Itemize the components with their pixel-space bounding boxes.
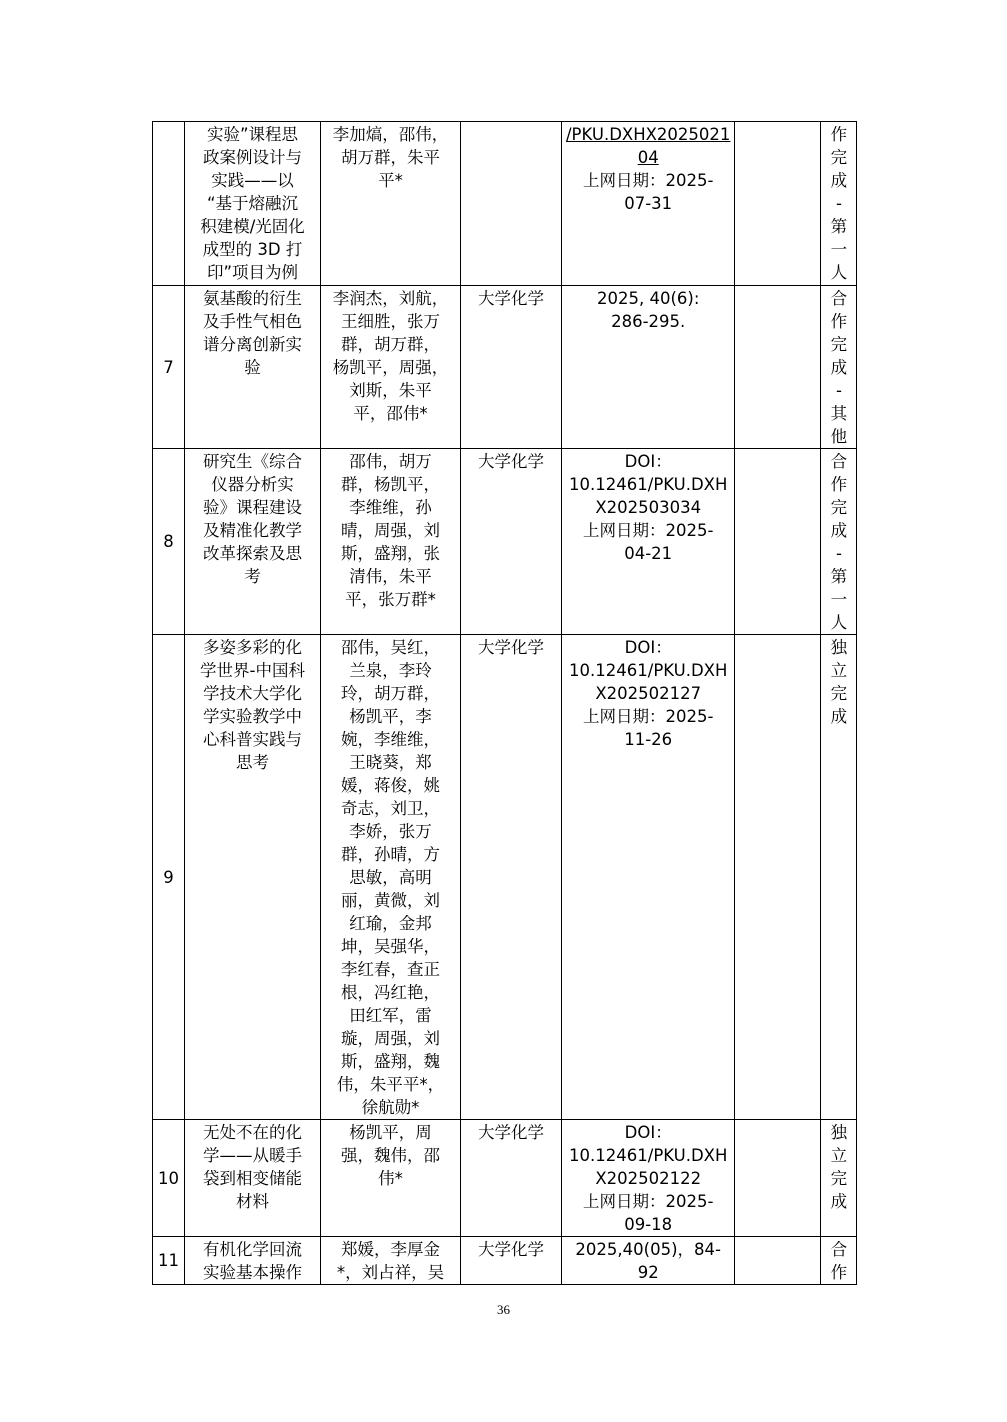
authors-line: 李加熇，邵伟， (332, 125, 449, 144)
empty-cell (735, 122, 821, 286)
title-line: 验 (244, 358, 261, 377)
authors-line: 群，杨凯平， (341, 475, 440, 494)
form-line: 立 (830, 1146, 848, 1165)
authors-line: 斯，盛翔，魏 (341, 1052, 440, 1071)
form-line: - (835, 194, 842, 213)
form-line: 作 (830, 475, 848, 494)
row-number (153, 122, 185, 286)
authors-line: 奇志，刘卫， (341, 799, 440, 818)
title-line: 验》课程建设 (203, 498, 302, 517)
authors-line: 李娇，张万 (349, 822, 432, 841)
info-line: X202503034 (595, 498, 702, 517)
form-line: 作 (830, 1263, 848, 1282)
title-line: 实验”课程思 (206, 125, 299, 144)
title-line: 成型的 3D 打 (202, 240, 303, 259)
authors-line: 璇，周强，刘 (341, 1029, 440, 1048)
authors-line: 红瑜，金邦 (349, 914, 432, 933)
journal-cell: 大学化学 (461, 1120, 562, 1237)
paper-title-cell (185, 449, 321, 635)
authors-line: 坤，吴强华， (341, 937, 440, 956)
title-line: 心科普实践与 (203, 730, 302, 749)
title-line: 思考 (236, 753, 269, 772)
info-line: DOI： (624, 638, 672, 657)
title-line: 研究生《综合 (203, 452, 302, 471)
form-line: - (835, 544, 842, 563)
title-line: 印”项目为例 (206, 263, 299, 282)
authors-line: 婉，李维维， (341, 730, 440, 749)
paper-title-cell (185, 1120, 321, 1237)
authors-line: 平* (378, 171, 403, 190)
form-line: 完 (830, 684, 848, 703)
row-number: 8 (153, 449, 185, 635)
publications-table (152, 121, 857, 1285)
authors-line: 玲，胡万群， (341, 684, 440, 703)
completion-form-cell (821, 286, 857, 449)
authors-line: 平，张万群* (345, 590, 436, 609)
authors-line: 李润杰，刘航， (332, 289, 449, 308)
authors-line: 杨凯平，周强， (332, 358, 449, 377)
table-row (153, 1237, 857, 1285)
paper-title-cell (185, 635, 321, 1120)
info-line: 10.12461/PKU.DXH (569, 1146, 728, 1165)
authors-line: 徐航勋* (361, 1098, 420, 1117)
empty-cell (735, 286, 821, 449)
authors-line: 郑媛，李厚金 (341, 1240, 440, 1259)
info-line: 11-26 (624, 730, 673, 749)
table-row (153, 286, 857, 449)
info-line: 上网日期：2025- (582, 171, 714, 190)
title-line: 氨基酸的衍生 (203, 289, 302, 308)
form-line: 人 (830, 613, 848, 632)
completion-form-cell (821, 1120, 857, 1237)
form-line: 其 (830, 404, 848, 423)
authors-line: 杨凯平，李 (349, 707, 432, 726)
info-line: 04 (637, 148, 659, 167)
authors-line: 邵伟，吴红， (341, 638, 440, 657)
authors-line: 王晓葵，郑 (349, 753, 432, 772)
info-line: 04-21 (624, 544, 673, 563)
completion-form-cell (821, 122, 857, 286)
authors-line: 伟* (378, 1169, 403, 1188)
authors-line: 丽，黄微，刘 (341, 891, 440, 910)
completion-form-cell (821, 635, 857, 1120)
form-line: 成 (830, 707, 848, 726)
authors-line: 李红春，查正 (341, 960, 440, 979)
row-number: 11 (153, 1237, 185, 1285)
authors-line: 胡万群，朱平 (341, 148, 440, 167)
form-line: 立 (830, 661, 848, 680)
publication-info-cell (562, 1237, 735, 1285)
info-line: /PKU.DXHX2025021 (566, 125, 731, 144)
title-line: 实践——以 (211, 171, 294, 190)
empty-cell (735, 1120, 821, 1237)
journal-cell: 大学化学 (461, 1237, 562, 1285)
journal-cell: 大学化学 (461, 286, 562, 449)
authors-line: 斯，盛翔，张 (341, 544, 440, 563)
title-line: 学世界-中国科 (200, 661, 305, 680)
publication-info-cell (562, 635, 735, 1120)
info-line: 10.12461/PKU.DXH (569, 661, 728, 680)
title-line: 改革探索及思 (203, 544, 302, 563)
form-line: 完 (830, 335, 848, 354)
info-line: 09-18 (624, 1215, 673, 1234)
authors-cell (321, 1120, 461, 1237)
publication-info-cell (562, 122, 735, 286)
authors-line: 思敏，高明 (349, 868, 432, 887)
title-line: 仪器分析实 (211, 475, 294, 494)
authors-line: 杨凯平，周 (349, 1123, 432, 1142)
authors-cell (321, 449, 461, 635)
authors-line: 媛，蒋俊，姚 (341, 776, 440, 795)
form-line: 成 (830, 358, 848, 377)
journal-cell (461, 122, 562, 286)
authors-line: 强，魏伟，邵 (341, 1146, 440, 1165)
authors-cell (321, 1237, 461, 1285)
info-line: 07-31 (624, 194, 673, 213)
title-line: 实验基本操作 (203, 1263, 302, 1282)
form-line: 完 (830, 498, 848, 517)
authors-line: 根，冯红艳， (341, 983, 440, 1002)
title-line: 学——从暖手 (203, 1146, 302, 1165)
title-line: 无处不在的化 (203, 1123, 302, 1142)
info-line: X202502127 (595, 684, 702, 703)
table-row (153, 635, 857, 1120)
info-line: DOI： (624, 1123, 672, 1142)
info-line: 92 (637, 1263, 659, 1282)
title-line: 袋到相变储能 (203, 1169, 302, 1188)
title-line: 及精准化教学 (203, 521, 302, 540)
table-row (153, 122, 857, 286)
info-line: 10.12461/PKU.DXH (569, 475, 728, 494)
info-line: 2025,40(05)，84- (575, 1240, 721, 1259)
form-line: 合 (830, 289, 848, 308)
empty-cell (735, 635, 821, 1120)
form-line: 第 (830, 217, 848, 236)
info-line: 286-295. (611, 312, 686, 331)
info-line: DOI： (624, 452, 672, 471)
completion-form-cell (821, 1237, 857, 1285)
authors-line: 群，孙晴，方 (341, 845, 440, 864)
table-row (153, 1120, 857, 1237)
paper-title-cell (185, 286, 321, 449)
authors-line: 兰泉，李玲 (349, 661, 432, 680)
table-row (153, 449, 857, 635)
publication-info-cell (562, 449, 735, 635)
authors-line: 王细胜，张万 (341, 312, 440, 331)
title-line: 考 (244, 567, 261, 586)
empty-cell (735, 449, 821, 635)
info-line: X202502122 (595, 1169, 702, 1188)
form-line: 成 (830, 1192, 848, 1211)
form-line: 第 (830, 567, 848, 586)
info-line: 上网日期：2025- (582, 1192, 714, 1211)
authors-cell (321, 122, 461, 286)
form-line: - (835, 381, 842, 400)
form-line: 作 (830, 125, 848, 144)
authors-line: 田红军，雷 (349, 1006, 432, 1025)
authors-line: 伟，朱平平*， (336, 1075, 445, 1094)
form-line: 成 (830, 171, 848, 190)
journal-cell: 大学化学 (461, 635, 562, 1120)
row-number: 9 (153, 635, 185, 1120)
form-line: 成 (830, 521, 848, 540)
title-line: 多姿多彩的化 (203, 638, 302, 657)
journal-cell: 大学化学 (461, 449, 562, 635)
authors-line: 晴，周强，刘 (341, 521, 440, 540)
form-line: 人 (830, 263, 848, 282)
publication-info-cell (562, 286, 735, 449)
authors-line: 清伟，朱平 (349, 567, 432, 586)
authors-line: 刘斯，朱平 (349, 381, 432, 400)
authors-line: 群，胡万群， (341, 335, 440, 354)
page-number: 36 (497, 1302, 510, 1317)
form-line: 完 (830, 1169, 848, 1188)
form-line: 一 (830, 240, 848, 259)
form-line: 独 (830, 1123, 848, 1142)
title-line: 积建模/光固化 (200, 217, 305, 236)
paper-title-cell (185, 1237, 321, 1285)
completion-form-cell (821, 449, 857, 635)
info-line: 上网日期：2025- (582, 521, 714, 540)
form-line: 独 (830, 638, 848, 657)
empty-cell (735, 1237, 821, 1285)
title-line: 谱分离创新实 (203, 335, 302, 354)
form-line: 作 (830, 312, 848, 331)
title-line: 有机化学回流 (203, 1240, 302, 1259)
form-line: 一 (830, 590, 848, 609)
authors-line: 李维维，孙 (349, 498, 432, 517)
title-line: 材料 (236, 1192, 269, 1211)
row-number: 10 (153, 1120, 185, 1237)
row-number: 7 (153, 286, 185, 449)
title-line: 政案例设计与 (203, 148, 302, 167)
authors-cell (321, 635, 461, 1120)
authors-line: *，刘占祥，吴 (336, 1263, 445, 1282)
title-line: “基于熔融沉 (206, 194, 299, 213)
paper-title-cell (185, 122, 321, 286)
authors-line: 平，邵伟* (353, 404, 428, 423)
form-line: 他 (830, 427, 848, 446)
authors-cell (321, 286, 461, 449)
form-line: 完 (830, 148, 848, 167)
info-line: 上网日期：2025- (582, 707, 714, 726)
title-line: 学实验教学中 (203, 707, 302, 726)
form-line: 合 (830, 452, 848, 471)
title-line: 及手性气相色 (203, 312, 302, 331)
authors-line: 邵伟，胡万 (349, 452, 432, 471)
form-line: 合 (830, 1240, 848, 1259)
publication-info-cell (562, 1120, 735, 1237)
title-line: 学技术大学化 (203, 684, 302, 703)
info-line: 2025, 40(6): (597, 289, 700, 308)
